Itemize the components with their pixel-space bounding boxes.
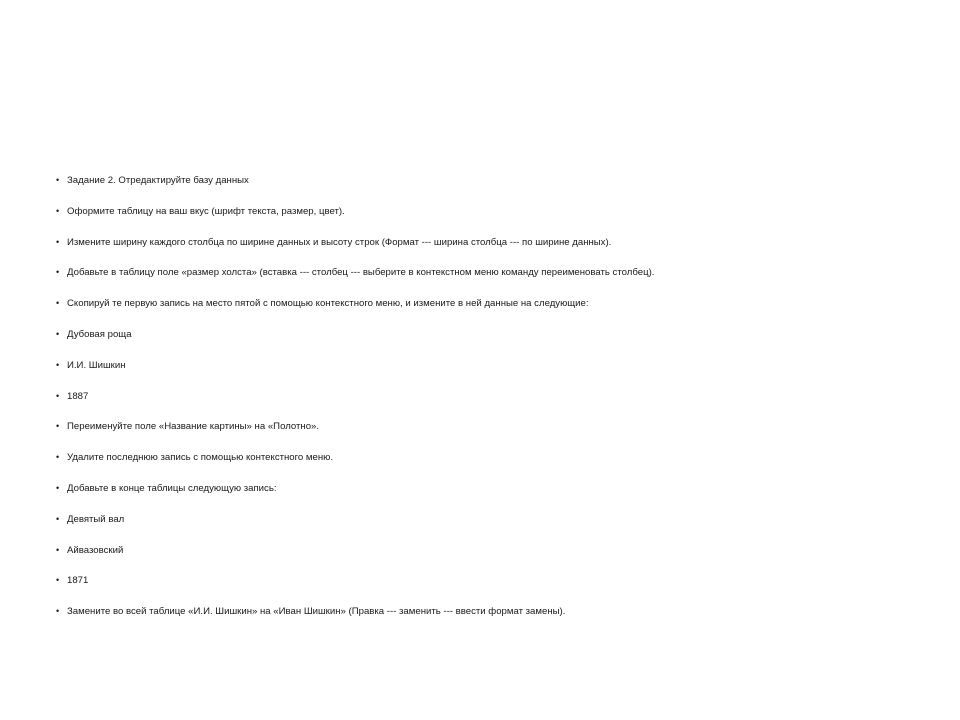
list-item-text: Замените во всей таблице «И.И. Шишкин» на «Иван Шишкин» (Правка --- заменить --- ввести формат замены). [67, 606, 566, 618]
bullet-icon: • [56, 328, 60, 339]
bullet-icon: • [56, 452, 60, 463]
list-item [56, 390, 936, 421]
list-item-text: Оформите таблицу на ваш вкус (шрифт текста, размер, цвет). [67, 205, 345, 217]
bullet-icon: • [56, 390, 60, 401]
list-item [56, 297, 936, 328]
list-item [56, 513, 936, 544]
bullet-icon: • [56, 513, 60, 524]
bullet-icon: • [56, 236, 60, 247]
list-item-text: Задание 2. Отредактируйте базу данных [67, 175, 249, 186]
list-item [56, 328, 936, 359]
bullet-icon: • [56, 482, 60, 493]
list-item [56, 266, 936, 297]
list-item-text: Добавьте в таблицу поле «размер холста» (вставка --- столбец --- выберите в контекстном меню команду переименовать столбец). [67, 267, 655, 279]
list-item-text: И.И. Шишкин [67, 359, 126, 371]
bullet-icon: • [56, 606, 60, 617]
bullet-icon: • [56, 575, 60, 586]
list-item [56, 174, 936, 205]
list-item [56, 544, 936, 575]
list-item [56, 482, 936, 513]
list-item [56, 605, 936, 636]
list-item [56, 236, 936, 267]
bullet-icon: • [56, 359, 60, 370]
list-item-text: 1887 [67, 390, 89, 402]
list-item [56, 451, 936, 482]
list-item-text: Измените ширину каждого столбца по ширине данных и высоту строк (Формат --- ширина столбца --- по ширине данных). [67, 236, 612, 248]
bullet-icon: • [56, 421, 60, 432]
bullet-icon: • [56, 544, 60, 555]
list-item-text: Айвазовский [67, 544, 124, 556]
list-item-text: Удалите последнюю запись с помощью контекстного меню. [67, 452, 334, 464]
list-item-text: Переименуйте поле «Название картины» на «Полотно». [67, 421, 320, 433]
list-item-text: 1871 [67, 575, 89, 587]
bullet-icon: • [56, 298, 60, 309]
bullet-list [56, 174, 936, 636]
list-item [56, 359, 936, 390]
list-item-text: Дубовая роща [67, 328, 132, 340]
bullet-icon: • [56, 267, 60, 278]
list-item-text: Девятый вал [67, 513, 125, 525]
bullet-icon: • [56, 175, 60, 185]
bullet-icon: • [56, 205, 60, 216]
list-item-text: Добавьте в конце таблицы следующую запись: [67, 482, 277, 494]
list-item [56, 574, 936, 605]
list-item [56, 420, 936, 451]
list-item [56, 205, 936, 236]
list-item-text: Скопируй те первую запись на место пятой с помощью контекстного меню, и измените в ней данные на следующие: [67, 298, 589, 310]
